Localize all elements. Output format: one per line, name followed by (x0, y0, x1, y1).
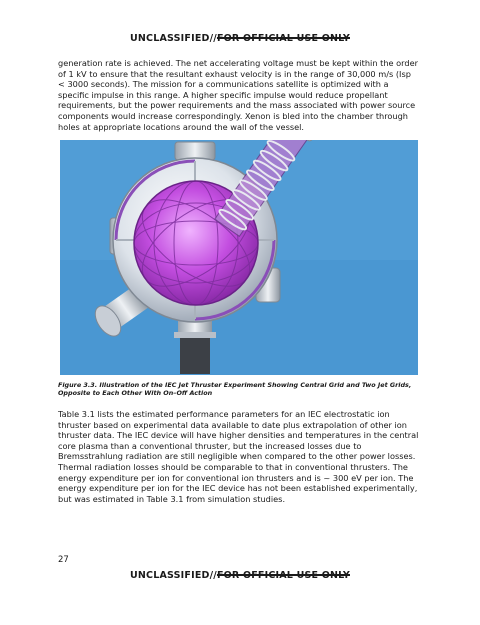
figure-caption: Figure 3.3. Illustration of the IEC Jet Thruster Experiment Showing Central Grid and Two Jet Grids, Opposite to Each Other With On–Off Action (58, 381, 412, 398)
iec-thruster-illustration (60, 140, 418, 375)
header-classification: UNCLASSIFIED// (129, 33, 217, 44)
paragraph-table-discussion: Table 3.1 lists the estimated performance parameters for an IEC electrostatic ion thruster based on experimental data available to date plus extrapolation of other ion thruster data. The IEC device will have higher densities and temperatures in the central core plasma than a conventional thruster, but the increased losses due to Bremsstrahlung radiation are still negligible when compared to the other power losses. Thermal radiation losses should be comparable to that in conventional thrusters. The energy expenditure per ion for conventional ion thrusters and is ~ 300 eV per ion. The energy expenditure per ion for the IEC device has not been established experimentally, but was estimated in Table 3.1 from simulation studies. (58, 409, 419, 504)
footer-classification: UNCLASSIFIED// (129, 570, 217, 581)
page-header (0, 33, 480, 44)
header-struck-marking: FOR OFFICIAL USE ONLY (216, 33, 350, 44)
page-number: 27 (58, 555, 69, 565)
footer-struck-marking: FOR OFFICIAL USE ONLY (216, 570, 350, 581)
paragraph-intro: generation rate is achieved. The net accelerating voltage must be kept within the order of 1 kV to ensure that the resultant exhaust velocity is in the range of 30,000 m/s (Isp < 3000 seconds). The mission for a communications satellite is optimized with a specific impulse in this range. A higher specific impulse would reduce propellant requirements, but the power requirements and the mass associated with power source components would increase correspondingly. Xenon is bled into the chamber through holes at appropriate locations around the wall of the vessel. (58, 58, 418, 132)
figure-iec-thruster (60, 140, 418, 375)
page-footer (0, 570, 480, 581)
